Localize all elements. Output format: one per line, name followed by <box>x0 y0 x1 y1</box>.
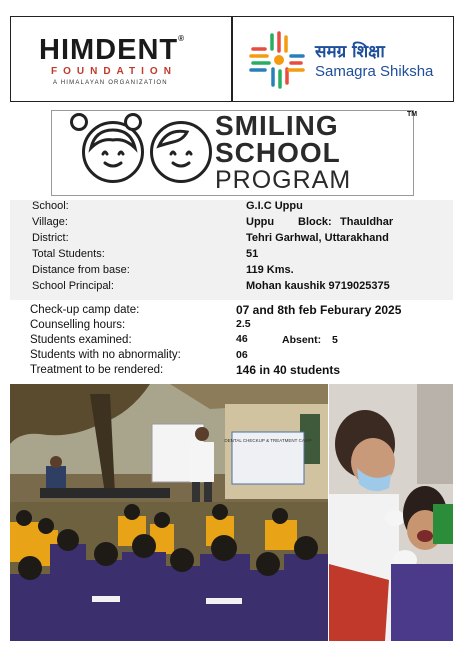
himdent-foundation-text: FOUNDATION <box>51 66 177 77</box>
distance-label: Distance from base: <box>32 264 130 276</box>
examined-label: Students examined: <box>30 334 132 346</box>
camp-banner-text: DENTAL CHECKUP & TREATMENT CAMP <box>224 438 312 443</box>
total-students-value: 51 <box>246 248 259 260</box>
absent-label: Absent: <box>282 334 322 346</box>
no-abnormality-value: 06 <box>236 349 248 361</box>
village-value: Uppu <box>246 216 275 228</box>
camp-date-label: Check-up camp date: <box>30 304 140 316</box>
distance-value: 119 Kms. <box>246 264 294 276</box>
principal-label: School Principal: <box>32 280 114 292</box>
school-value: G.I.C Uppu <box>246 200 303 212</box>
hair-bun-right-icon <box>124 113 142 131</box>
counselling-label: Counselling hours: <box>30 319 126 331</box>
absent-value: 5 <box>332 334 338 346</box>
himdent-logo-box <box>10 16 232 102</box>
poster <box>10 16 453 641</box>
checkup-section <box>10 302 453 382</box>
samagra-hindi-name: समग्र शिक्षा <box>315 42 385 62</box>
treatment-label: Treatment to be rendered: <box>30 364 164 376</box>
dental-exam-photo <box>329 384 453 641</box>
smiling-school-banner <box>51 110 418 196</box>
hair-bun-left-icon <box>70 113 88 131</box>
samagra-logo-box <box>232 16 454 102</box>
principal-value: Mohan kaushik 9719025375 <box>246 280 390 292</box>
banner-smiling: SMILING <box>215 110 339 141</box>
district-value: Tehri Garhwal, Uttarakhand <box>246 232 389 244</box>
no-abnormality-label: Students with no abnormality: <box>30 349 181 361</box>
total-students-label: Total Students: <box>32 248 105 260</box>
camp-photo <box>10 384 328 641</box>
himdent-wordmark: HIMDENT® <box>39 34 186 66</box>
block-label: Block: <box>298 216 332 228</box>
camp-date-value: 07 and 8th feb Feburary 2025 <box>236 303 402 317</box>
boy-face-icon <box>150 121 212 183</box>
village-label: Village: <box>32 216 68 228</box>
himdent-tagline: A HIMALAYAN ORGANIZATION <box>53 80 168 86</box>
banner-program: PROGRAM <box>215 166 352 194</box>
banner-school: SCHOOL <box>215 137 341 168</box>
school-info-section <box>10 200 453 300</box>
district-label: District: <box>32 232 69 244</box>
examined-value: 46 <box>236 333 248 345</box>
banner-tm-mark: TM <box>407 111 418 118</box>
samagra-english-name: Samagra Shiksha <box>315 63 434 80</box>
samagra-mark-icon <box>245 29 307 91</box>
treatment-value: 146 in 40 students <box>236 363 341 377</box>
counselling-value: 2.5 <box>236 318 251 330</box>
block-value: Thauldhar <box>340 216 394 228</box>
school-label: School: <box>32 200 69 212</box>
